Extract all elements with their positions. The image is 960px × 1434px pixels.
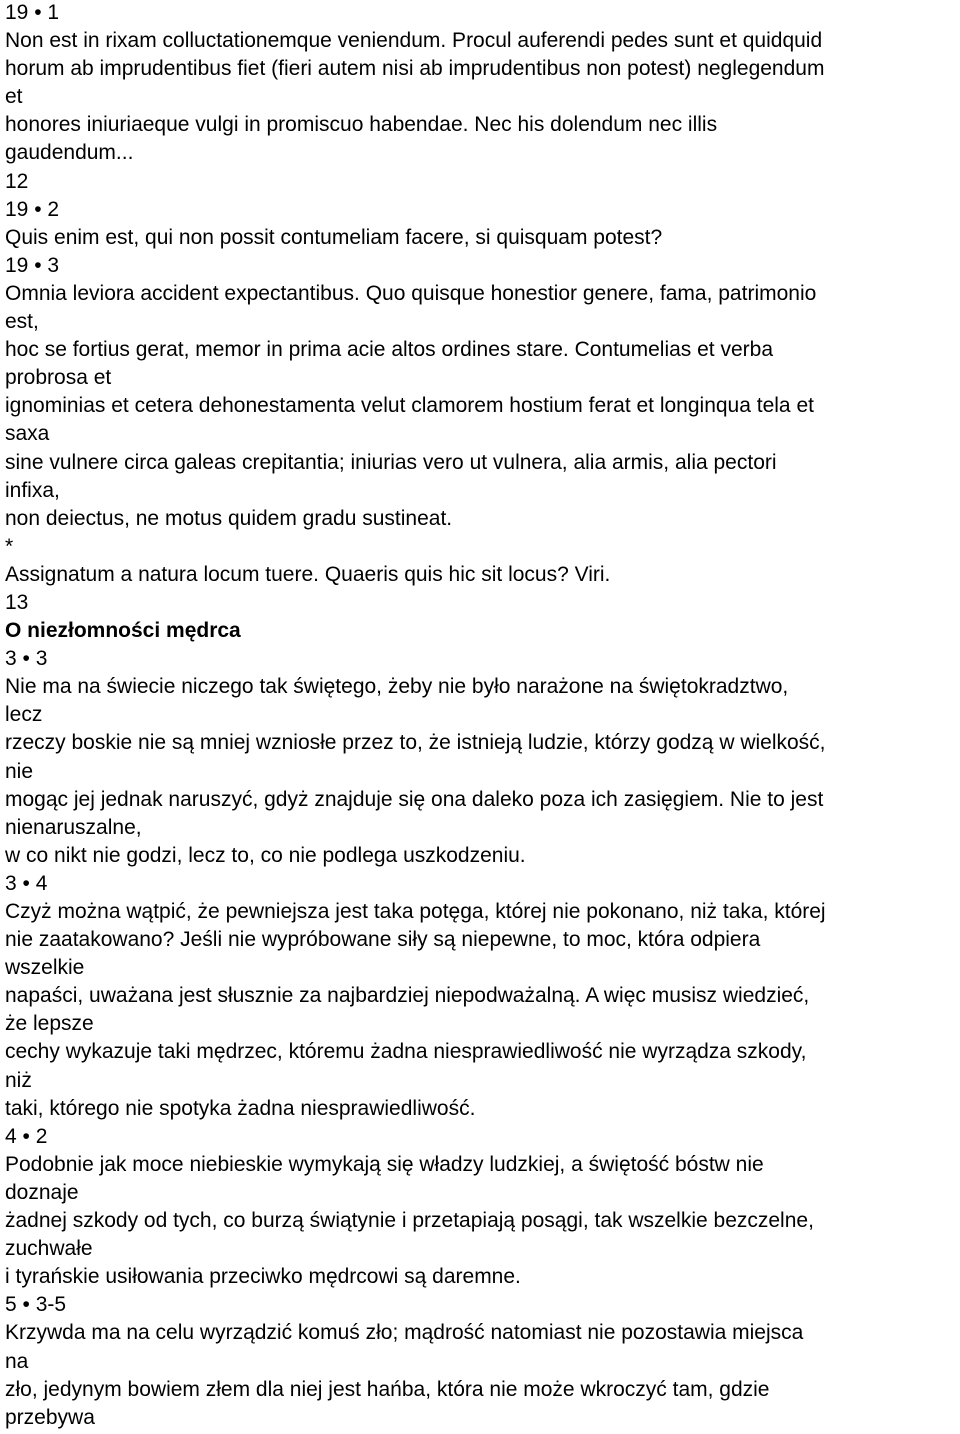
text-line: 19 • 3 bbox=[5, 253, 60, 277]
text-line: niż bbox=[5, 1068, 32, 1092]
text-line: zuchwałe bbox=[5, 1237, 93, 1261]
text-line: Nie ma na świecie niczego tak świętego, żeby nie było narażone na świętokradztwo, bbox=[5, 675, 789, 699]
section-heading: O niezłomności mędrca bbox=[5, 619, 241, 643]
text-line: 3 • 3 bbox=[5, 647, 48, 671]
text-line: wszelkie bbox=[5, 956, 85, 980]
text-line: probrosa et bbox=[5, 366, 112, 390]
text-line: mogąc jej jednak naruszyć, gdyż znajduje się ona daleko poza ich zasięgiem. Nie to jest bbox=[5, 787, 824, 811]
text-line: przebywa bbox=[5, 1405, 95, 1429]
text-line: Czyż można wątpić, że pewniejsza jest taka potęga, której nie pokonano, niż taka, której bbox=[5, 900, 826, 923]
text-line: Krzywda ma na celu wyrządzić komuś zło; mądrość natomiast nie pozostawia miejsca bbox=[5, 1321, 804, 1345]
text-line: lecz bbox=[5, 703, 43, 727]
text-line: na bbox=[5, 1349, 29, 1373]
text-line: infixa, bbox=[5, 478, 60, 502]
text-line: 5 • 3-5 bbox=[5, 1293, 67, 1317]
page-number: 13 bbox=[5, 590, 29, 614]
text-line: nie zaatakowano? Jeśli nie wypróbowane siły są niepewne, to moc, która odpiera bbox=[5, 928, 761, 952]
document-page bbox=[5, 0, 960, 1432]
text-line: 3 • 4 bbox=[5, 871, 48, 895]
text-line: honores iniuriaeque vulgi in promiscuo habendae. Nec his dolendum nec illis bbox=[5, 113, 718, 137]
text-line: rzeczy boskie nie są mniej wzniosłe przez to, że istnieją ludzie, którzy godzą w wielkość, bbox=[5, 731, 826, 755]
text-line: ignominias et cetera dehonestamenta velut clamorem hostium ferat et longinqua tela et bbox=[5, 394, 814, 418]
text-line: zło, jedynym bowiem złem dla niej jest hańba, która nie może wkroczyć tam, gdzie bbox=[5, 1377, 770, 1401]
text-line: est, bbox=[5, 310, 39, 334]
text-line: że lepsze bbox=[5, 1012, 94, 1036]
text-line: cechy wykazuje taki mędrzec, któremu żadna niesprawiedliwość nie wyrządza szkody, bbox=[5, 1040, 807, 1064]
text-line: et bbox=[5, 85, 23, 109]
text-line: gaudendum... bbox=[5, 141, 134, 165]
text-line: Quis enim est, qui non possit contumeliam facere, si quisquam potest? bbox=[5, 225, 663, 249]
text-line: i tyrańskie usiłowania przeciwko mędrcowi są daremne. bbox=[5, 1265, 521, 1289]
text-line: w co nikt nie godzi, lecz to, co nie podlega uszkodzeniu. bbox=[5, 843, 526, 867]
page-number: 12 bbox=[5, 169, 29, 193]
text-line: 19 • 1 bbox=[5, 1, 60, 24]
text-line: nienaruszalne, bbox=[5, 815, 142, 839]
text-line: hoc se fortius gerat, memor in prima acie altos ordines stare. Contumelias et verba bbox=[5, 338, 774, 362]
text-line: doznaje bbox=[5, 1180, 79, 1204]
text-line: sine vulnere circa galeas crepitantia; iniurias vero ut vulnera, alia armis, alia pectori bbox=[5, 450, 777, 474]
text-line: taki, którego nie spotyka żadna niesprawiedliwość. bbox=[5, 1096, 476, 1120]
text-line: żadnej szkody od tych, co burzą świątynie i przetapiają posągi, tak wszelkie bezczelne, bbox=[5, 1209, 814, 1233]
text-line: saxa bbox=[5, 422, 50, 446]
text-line: 19 • 2 bbox=[5, 197, 60, 221]
text-line: napaści, uważana jest słusznie za najbardziej niepodważalną. A więc musisz wiedzieć, bbox=[5, 984, 810, 1008]
text-line: 4 • 2 bbox=[5, 1124, 48, 1148]
text-line: non deiectus, ne motus quidem gradu sustineat. bbox=[5, 506, 453, 530]
text-line: * bbox=[5, 534, 14, 558]
text-line: Non est in rixam colluctationemque veniendum. Procul auferendi pedes sunt et quidquid bbox=[5, 29, 823, 53]
text-line: horum ab imprudentibus fiet (fieri autem nisi ab imprudentibus non potest) neglegendum bbox=[5, 57, 825, 81]
text-line: Podobnie jak moce niebieskie wymykają się władzy ludzkiej, a świętość bóstw nie bbox=[5, 1152, 764, 1176]
text-line: nie bbox=[5, 759, 34, 783]
text-line: Assignatum a natura locum tuere. Quaeris quis hic sit locus? Viri. bbox=[5, 562, 611, 586]
text-line: Omnia leviora accident expectantibus. Quo quisque honestior genere, fama, patrimonio bbox=[5, 281, 817, 305]
